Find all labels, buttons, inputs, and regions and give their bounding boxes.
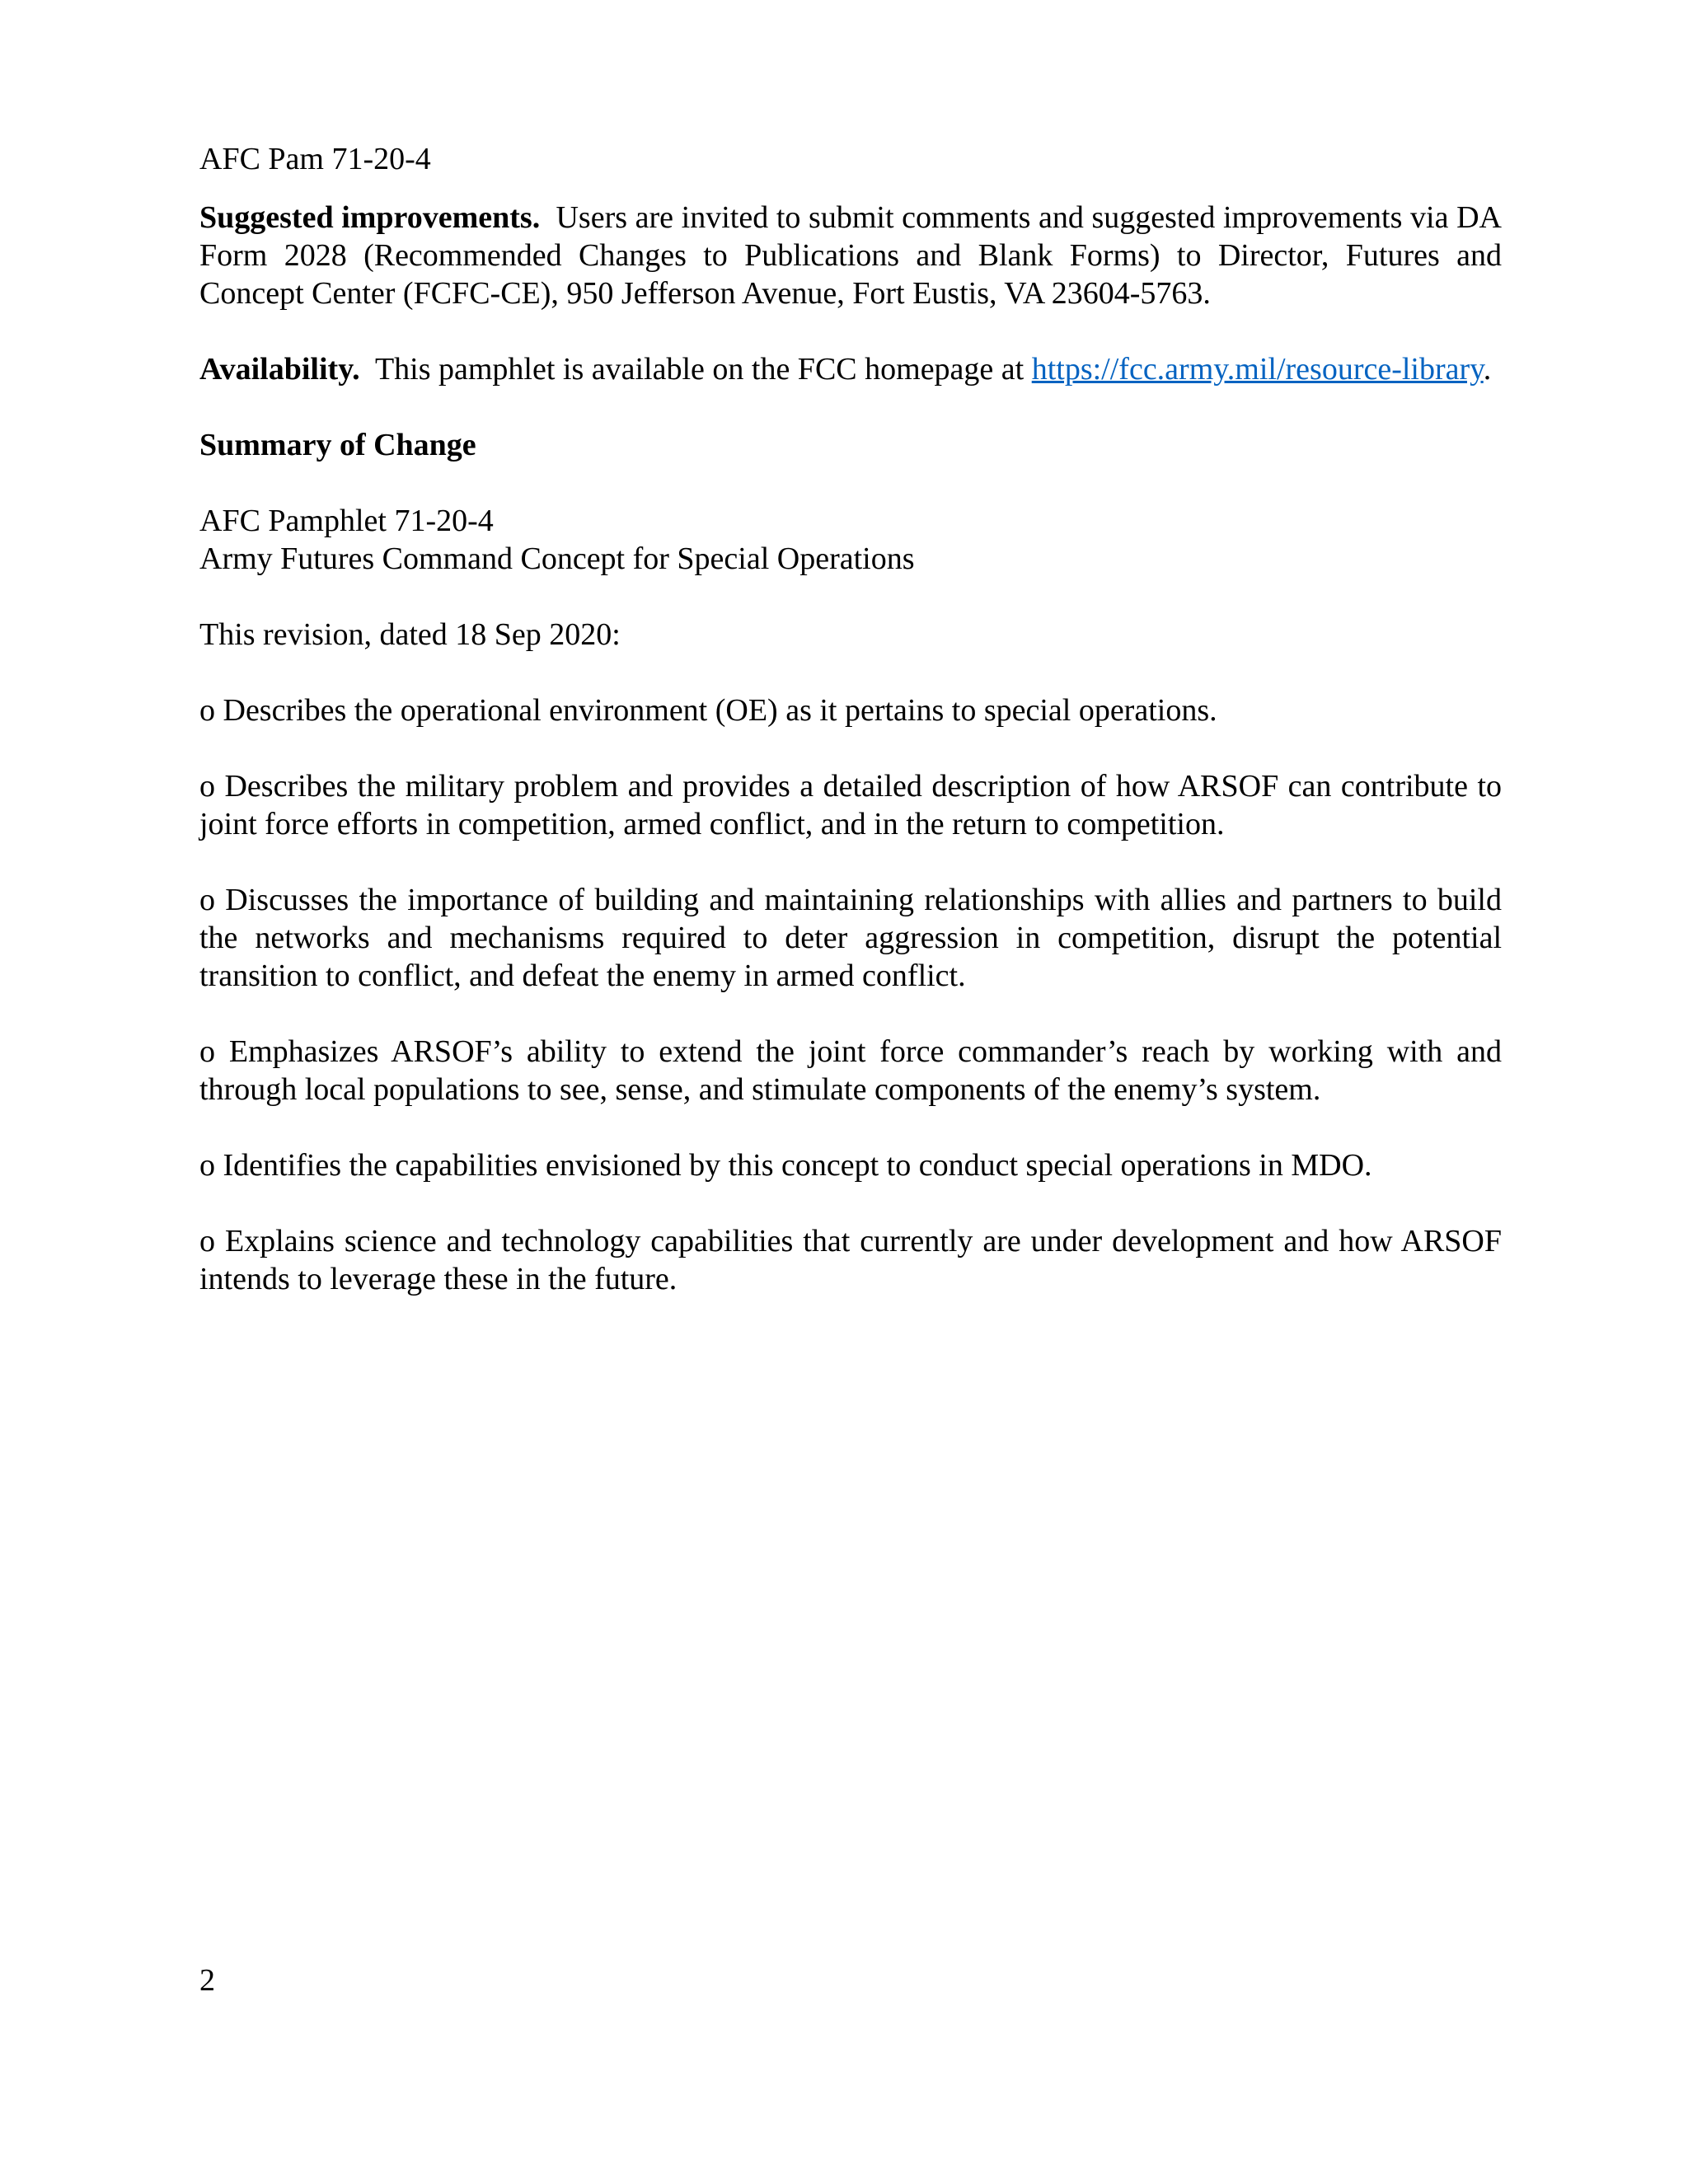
change-item: o Discusses the importance of building and maintaining relationships with allies and partners to build the networks and mechanisms required to deter aggression in competition, disrupt the potential transition to conflict, and defeat the enemy in armed conflict. bbox=[199, 883, 1502, 993]
change-item: o Describes the military problem and provides a detailed description of how ARSOF can contribute to joint force efforts in competition, armed conflict, and in the return to competition. bbox=[199, 769, 1502, 841]
summary-heading: Summary of Change bbox=[199, 428, 476, 462]
availability-text: This pamphlet is available on the FCC homepage at bbox=[374, 352, 1025, 387]
suggested-improvements-paragraph bbox=[199, 199, 1502, 312]
availability-label: Availability. bbox=[199, 352, 360, 387]
change-item: o Describes the operational environment (OE) as it pertains to special operations. bbox=[199, 693, 1217, 728]
availability-paragraph bbox=[199, 350, 1502, 388]
revision-date: This revision, dated 18 Sep 2020: bbox=[199, 617, 621, 652]
availability-end: . bbox=[1483, 352, 1492, 387]
change-item: o Identifies the capabilities envisioned by this concept to conduct special operations in MDO. bbox=[199, 1148, 1372, 1183]
page-number: 2 bbox=[199, 1963, 215, 1998]
suggested-improvements-label: Suggested improvements. bbox=[199, 200, 541, 235]
change-item: o Explains science and technology capabilities that currently are under development and how ARSOF intends to leverage these in the future. bbox=[199, 1224, 1502, 1296]
change-item: o Emphasizes ARSOF’s ability to extend the joint force commander’s reach by working with and through local populations to see, sense, and stimulate components of the enemy’s system. bbox=[199, 1034, 1502, 1107]
suggested-improvements-text: Users are invited to submit comments and suggested improvements via DA Form 2028 (Recommended Changes to Publications and Blank Forms) to Director, Futures and Concept Center (FCFC-CE), 950 Jefferson Avenue, Fort Eustis, VA 23604-5763. bbox=[199, 200, 1502, 311]
page-content bbox=[199, 140, 1502, 1336]
summary-title-block bbox=[199, 502, 1502, 578]
document-id: AFC Pam 71-20-4 bbox=[199, 142, 431, 176]
pamphlet-number: AFC Pamphlet 71-20-4 bbox=[199, 504, 494, 538]
pamphlet-title: Army Futures Command Concept for Special Operations bbox=[199, 541, 915, 576]
resource-library-link[interactable]: https://fcc.army.mil/resource-library bbox=[1031, 352, 1484, 387]
